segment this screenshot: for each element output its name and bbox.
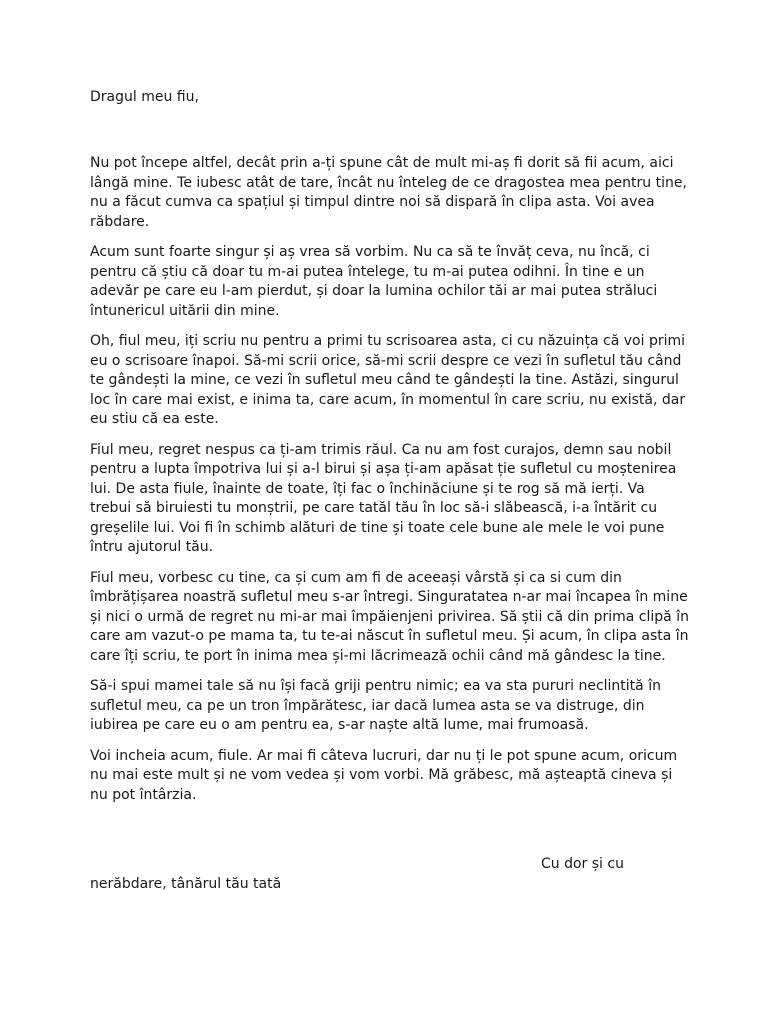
letter-body	[90, 88, 690, 894]
letter-paragraph: Nu pot începe altfel, decât prin a-ți spune cât de mult mi-aș fi dorit să fii acum, aici lângă mine. Te iubesc atât de tare, încât nu înteleg de ce dragostea mea pentru tine, nu a făcut cumva ca spațiul și timpul dintre noi să dispară în clipa asta. Voi avea răbdare.	[90, 155, 687, 230]
letter-paragraph: Voi incheia acum, fiule. Ar mai fi câteva lucruri, dar nu ți le pot spune acum, oricum nu mai este mult și ne vom vedea și vom vorbi. Mă grăbesc, mă așteaptă cineva și nu pot întârzia.	[90, 747, 678, 803]
letter-paragraph: Fiul meu, vorbesc cu tine, ca și cum am fi de aceeași vârstă și ca si cum din îmbrățișarea noastră sufletul meu s-ar întregi. Singuratatea n-ar mai încapea în mine și nici o urmă de regret nu mi-ar mai împăienjeni privirea. Să știi că din prima clipă în care am vazut-o pe mama ta, tu te-ai născut în sufletul meu. Și acum, în clipa asta în care îți scriu, te port în inima mea și-mi lăcrimează ochii când mă gândesc la tine.	[90, 569, 689, 664]
letter-paragraph: Oh, fiul meu, iți scriu nu pentru a primi tu scrisoarea asta, ci cu năzuința că voi primi eu o scrisoare înapoi. Să-mi scrii orice, să-mi scrii despre ce vezi în sufletul tău când te gândești la mine, ce vezi în sufletul meu când te gândești la tine. Astăzi, singurul loc în care mai exist, e inima ta, care acum, în momentul în care scriu, nu există, dar eu stiu că ea este.	[90, 333, 686, 427]
letter-paragraph: Să-i spui mamei tale să nu își facă griji pentru nimic; ea va sta pururi neclintită în sufletul meu, ca pe un tron împărătesc, iar dacă lumea asta se va distruge, din iubirea pe care eu o am pentru ea, s-ar naște altă lume, mai frumoasă.	[90, 678, 661, 733]
signature-closing: Cu dor și cu nerăbdare, tânărul tău tată	[90, 856, 624, 892]
letter-paragraph: Fiul meu, regret nespus ca ți-am trimis răul. Ca nu am fost curajos, demn sau nobil pentru a lupta împotriva lui și a-l birui și așa ți-am apăsat ție sufletul cu moștenirea lui. De asta fiule, înainte de toate, îți fac o închinăciune și te rog să mă ierți. Va trebui să biruiesti tu monștrii, pe care tatăl tău în loc să-i slăbească, i-a întărit cu greșelile lui. Voi fi în schimb alături de tine și toate cele bune ale mele le voi pune întru ajutorul tău.	[90, 441, 677, 555]
letter-paragraph: Acum sunt foarte singur și aș vrea să vorbim. Nu ca să te învăț ceva, nu încă, ci pentru că știu că doar tu m-ai putea întelege, tu m-ai putea odihni. În tine e un adevăr pe care eu l-am pierdut, și doar la lumina ochilor tăi ar mai putea străluci întunericul uitării din mine.	[90, 244, 658, 319]
salutation: Dragul meu fiu,	[90, 89, 199, 105]
